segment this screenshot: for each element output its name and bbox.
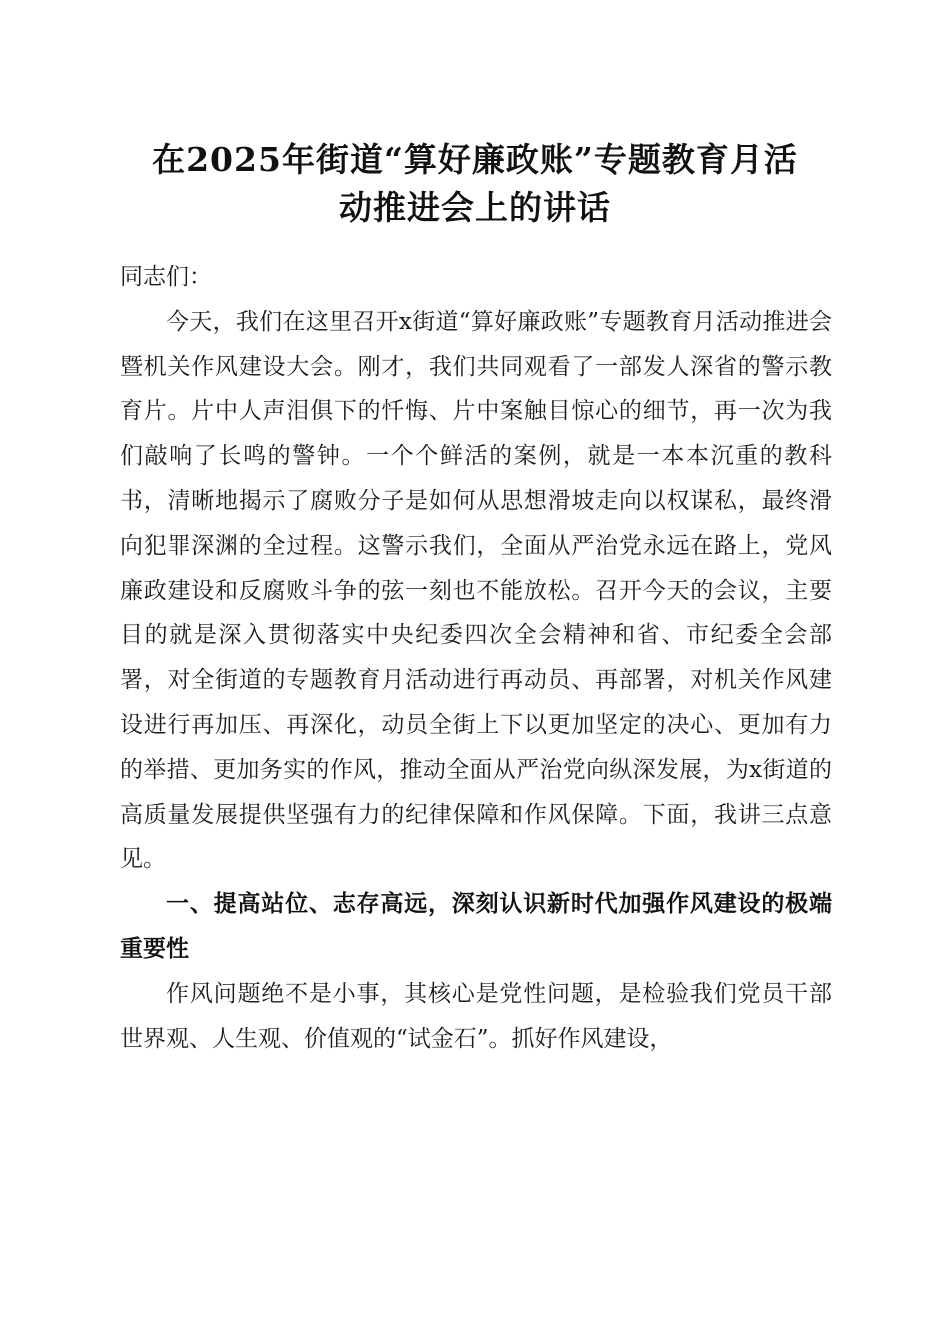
section-1-heading: 一、提高站位、志存高远，深刻认识新时代加强作风建设的极端重要性	[120, 891, 832, 962]
title-line-1: 在2025年街道“算好廉政账”专题教育月活	[152, 140, 798, 179]
salutation: 同志们：	[120, 264, 212, 290]
section-1-paragraph: 作风问题绝不是小事，其核心是党性问题，是检验我们党员干部世界观、人生观、价值观的“试金石”。抓好作风建设，	[120, 980, 832, 1052]
intro-paragraph: 今天，我们在这里召开x街道“算好廉政账”专题教育月活动推进会暨机关作风建设大会。刚才，我们共同观看了一部发人深省的警示教育片。片中人声泪俱下的忏悔、片中案触目惊心的细节，再一次为我们敲响了长鸣的警钟。一个个鲜活的案例，就是一本本沉重的教科书，清晰地揭示了腐败分子是如何从思想滑坡走向以权谋私，最终滑向犯罪深渊的全过程。这警示我们，全面从严治党永远在路上，党风廉政建设和反腐败斗争的弦一刻也不能放松。召开今天的会议，主要目的就是深入贯彻落实中央纪委四次全会精神和省、市纪委全会部署，对全街道的专题教育月活动进行再动员、再部署，对机关作风建设进行再加压、再深化，动员全街上下以更加坚定的决心、更加有力的举措、更加务实的作风，推动全面从严治党向纵深发展，为x街道的高质量发展提供坚强有力的纪律保障和作风保障。下面，我讲三点意见。	[120, 308, 832, 873]
document-body	[120, 255, 832, 1061]
document-title	[118, 136, 832, 232]
title-line-2: 动推进会上的讲话	[339, 188, 611, 227]
